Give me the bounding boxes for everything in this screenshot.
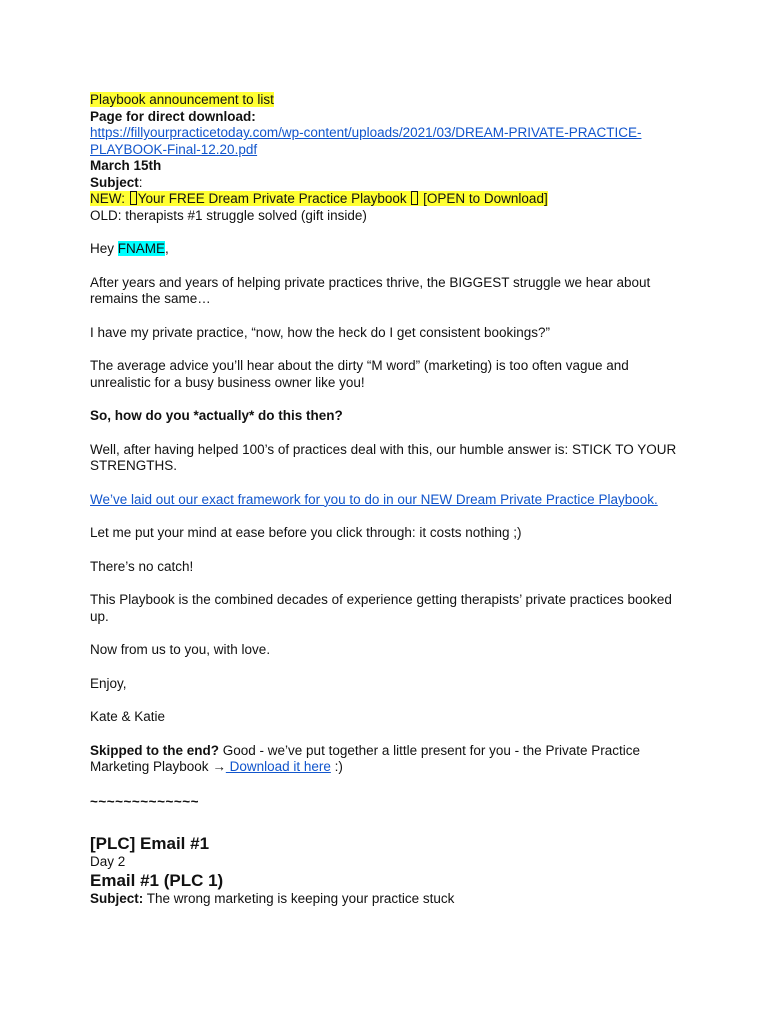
skipped-bold: Skipped to the end?: [90, 742, 220, 758]
paragraph-3: The average advice you’ll hear about the dirty “M word” (marketing) is too often vague and unrealistic for a busy business owner like you!: [90, 358, 629, 390]
greeting: [90, 241, 680, 258]
subject-label: Subject: [90, 174, 139, 190]
email-1-day: Day 2: [90, 854, 126, 869]
merge-tag-fname: FNAME: [117, 241, 166, 256]
download-it-here-link[interactable]: Download it here: [225, 759, 331, 774]
paragraph-5: Well, after having helped 100’s of practices deal with this, our humble answer is: STICK TO YOUR STRENGTHS.: [90, 441, 677, 473]
new-subject-suffix: [OPEN to Download]: [419, 191, 548, 206]
old-subject: OLD: therapists #1 struggle solved (gift inside): [90, 207, 367, 223]
playbook-framework-link-period[interactable]: .: [653, 491, 658, 507]
paragraph-1: After years and years of helping private practices thrive, the BIGGEST struggle we hear about remains the same…: [90, 274, 651, 306]
paragraph-9: This Playbook is the combined decades of experience getting therapists’ private practices booked up.: [90, 592, 672, 624]
paragraph-4-bold: So, how do you *actually* do this then?: [90, 408, 343, 423]
subject-line: [90, 175, 680, 192]
playbook-framework-link[interactable]: We’ve laid out our exact framework for you to do in our NEW Dream Private Practice Playbook: [90, 491, 654, 507]
skipped-end: :): [330, 759, 343, 774]
new-subject-line: [90, 191, 680, 208]
new-subject: [90, 191, 548, 206]
arrow-right-icon: →: [212, 759, 226, 774]
email-1-subheading: Email #1 (PLC 1): [90, 870, 224, 890]
skipped-to-end-paragraph: [90, 743, 680, 776]
new-subject-main: Your FREE Dream Private Practice Playbook: [137, 191, 411, 206]
doc-title: Playbook announcement to list: [90, 92, 274, 107]
new-subject-prefix: NEW:: [90, 191, 129, 206]
download-page-label: Page for direct download:: [90, 108, 256, 124]
paragraph-10: Now from us to you, with love.: [90, 642, 271, 657]
skipped-text: Good - we’ve put together a little present for you - the Private Practice Marketing Playbook: [90, 742, 640, 774]
missing-glyph-icon: [411, 191, 418, 205]
greeting-prefix: Hey: [90, 241, 118, 256]
doc-title-line: [90, 92, 680, 109]
greeting-suffix: ,: [165, 241, 169, 256]
signature: Kate & Katie: [90, 709, 166, 724]
download-url-link[interactable]: https://fillyourpracticetoday.com/wp-content/uploads/2021/03/DREAM-PRIVATE-PRACTICE-PLAYBOOK-Final-12.20.pdf: [90, 125, 642, 157]
date-label: March 15th: [90, 158, 162, 173]
document-content: [90, 92, 680, 907]
paragraph-2: I have my private practice, “now, how the heck do I get consistent bookings?”: [90, 324, 550, 340]
email-1-subject-text: The wrong marketing is keeping your practice stuck: [143, 890, 455, 906]
paragraph-6: [90, 492, 680, 509]
email-1-subject-line: [90, 891, 680, 908]
subject-colon: :: [138, 174, 143, 190]
paragraph-8: There’s no catch!: [90, 558, 194, 574]
email-1-heading: [PLC] Email #1: [90, 834, 210, 853]
missing-glyph-icon: [130, 191, 137, 205]
download-url-line: [90, 125, 680, 158]
email-1-subject-label: Subject:: [90, 890, 144, 906]
sign-off: Enjoy,: [90, 675, 127, 691]
paragraph-7: Let me put your mind at ease before you click through: it costs nothing ;): [90, 525, 522, 540]
tilde-divider: ~~~~~~~~~~~~~: [90, 793, 199, 809]
